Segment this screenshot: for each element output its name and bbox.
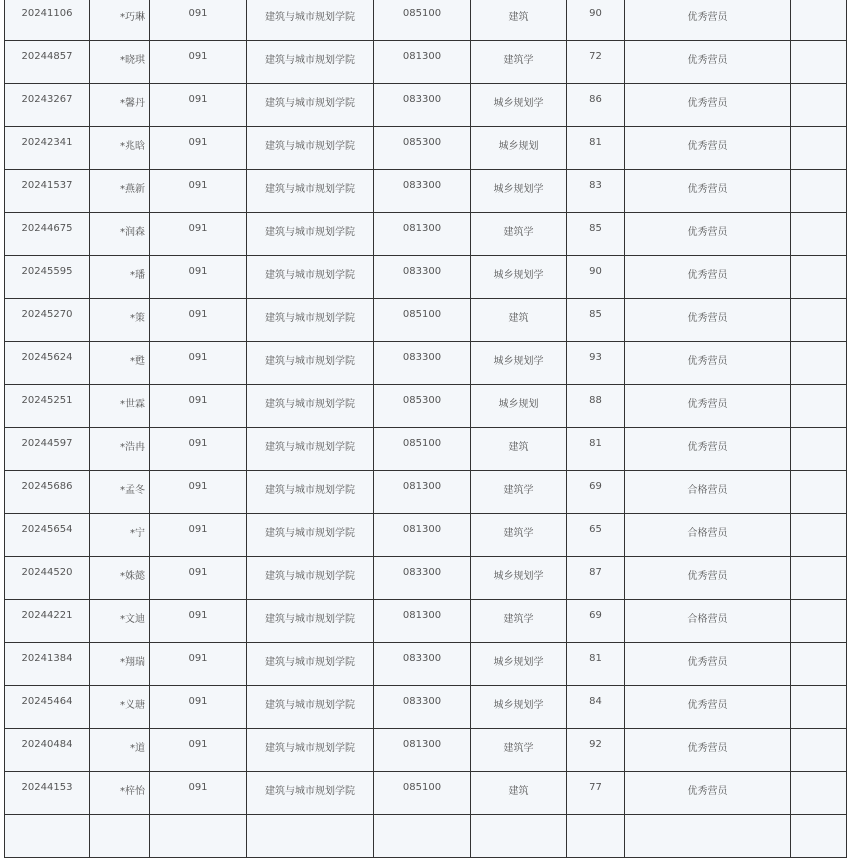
cell-major-code: 081300 [374,729,471,771]
cell-name: *浩冉 [90,428,150,470]
cell-college: 建筑与城市规划学院 [247,385,374,427]
cell-college: 建筑与城市规划学院 [247,729,374,771]
cell-school-code: 091 [150,686,247,728]
cell-school-code: 091 [150,385,247,427]
cell-major: 建筑学 [471,600,567,642]
cell-score: 90 [567,0,625,40]
cell-candidate-id: 20245464 [5,686,90,728]
cell-major: 城乡规划学 [471,84,567,126]
table-row [5,428,847,471]
cell-score: 81 [567,127,625,169]
cell-name: *甦 [90,342,150,384]
cell-result: 优秀营员 [625,557,791,599]
cell-result: 优秀营员 [625,686,791,728]
cell-college: 建筑与城市规划学院 [247,471,374,513]
cell-college: 建筑与城市规划学院 [247,84,374,126]
cell-major-code: 081300 [374,600,471,642]
cell-result: 优秀营员 [625,0,791,40]
table-row [5,84,847,127]
cell-school-code: 091 [150,342,247,384]
cell-major: 建筑 [471,772,567,814]
cell-school-code: 091 [150,471,247,513]
table-row [5,127,847,170]
cell-candidate-id: 20242341 [5,127,90,169]
cell-candidate-id: 20245654 [5,514,90,556]
cell-result: 优秀营员 [625,41,791,83]
cell-score: 86 [567,84,625,126]
table-row [5,342,847,385]
cell-score: 85 [567,213,625,255]
table-row [5,557,847,600]
cell-remark [791,385,847,427]
cell-major: 建筑学 [471,41,567,83]
cell-major-code: 085300 [374,127,471,169]
cell-candidate-id: 20244675 [5,213,90,255]
cell-name: *燕新 [90,170,150,212]
cell-major: 建筑 [471,299,567,341]
cell-major-code: 081300 [374,213,471,255]
cell-major: 建筑学 [471,729,567,771]
cell-school-code: 091 [150,0,247,40]
cell-candidate-id: 20241106 [5,0,90,40]
cell-school-code: 091 [150,299,247,341]
cell-remark [791,41,847,83]
cell-college: 建筑与城市规划学院 [247,127,374,169]
cell-major-code [374,815,471,857]
cell-school-code: 091 [150,170,247,212]
cell-college [247,815,374,857]
cell-score: 85 [567,299,625,341]
cell-college: 建筑与城市规划学院 [247,299,374,341]
cell-name: *义瑭 [90,686,150,728]
cell-name: *兆晗 [90,127,150,169]
cell-name: *文迪 [90,600,150,642]
cell-school-code: 091 [150,600,247,642]
table-row [5,772,847,815]
cell-college: 建筑与城市规划学院 [247,643,374,685]
cell-major: 城乡规划学 [471,557,567,599]
cell-result: 优秀营员 [625,213,791,255]
cell-candidate-id: 20245595 [5,256,90,298]
cell-name: *馨丹 [90,84,150,126]
cell-major: 城乡规划学 [471,342,567,384]
cell-college: 建筑与城市规划学院 [247,213,374,255]
cell-score: 83 [567,170,625,212]
cell-remark [791,428,847,470]
cell-candidate-id: 20245270 [5,299,90,341]
cell-result: 合格营员 [625,471,791,513]
cell-score: 90 [567,256,625,298]
cell-score: 93 [567,342,625,384]
cell-candidate-id: 20241384 [5,643,90,685]
table-row [5,686,847,729]
cell-major: 建筑学 [471,213,567,255]
cell-candidate-id: 20245251 [5,385,90,427]
admissions-table [4,0,847,858]
cell-major-code: 083300 [374,256,471,298]
cell-major-code: 085300 [374,385,471,427]
cell-major-code: 081300 [374,41,471,83]
cell-name: *孟冬 [90,471,150,513]
cell-remark [791,213,847,255]
cell-result: 合格营员 [625,514,791,556]
cell-college: 建筑与城市规划学院 [247,0,374,40]
cell-remark [791,256,847,298]
cell-major-code: 083300 [374,643,471,685]
cell-score: 88 [567,385,625,427]
cell-remark [791,686,847,728]
cell-remark [791,643,847,685]
cell-college: 建筑与城市规划学院 [247,557,374,599]
cell-result: 优秀营员 [625,385,791,427]
cell-result: 合格营员 [625,600,791,642]
cell-name: *策 [90,299,150,341]
cell-school-code: 091 [150,643,247,685]
cell-result: 优秀营员 [625,342,791,384]
cell-score: 81 [567,643,625,685]
cell-name: *璠 [90,256,150,298]
cell-candidate-id: 20244857 [5,41,90,83]
cell-major: 城乡规划学 [471,256,567,298]
cell-score: 77 [567,772,625,814]
cell-major: 建筑 [471,428,567,470]
cell-candidate-id: 20243267 [5,84,90,126]
table-row [5,170,847,213]
cell-score: 69 [567,471,625,513]
cell-school-code: 091 [150,428,247,470]
cell-major: 城乡规划学 [471,643,567,685]
cell-result: 优秀营员 [625,772,791,814]
cell-major-code: 085100 [374,0,471,40]
cell-score: 84 [567,686,625,728]
cell-name: *宁 [90,514,150,556]
cell-name [90,815,150,857]
cell-remark [791,772,847,814]
cell-major-code: 085100 [374,299,471,341]
cell-college: 建筑与城市规划学院 [247,600,374,642]
cell-major-code: 083300 [374,686,471,728]
cell-major-code: 083300 [374,557,471,599]
cell-remark [791,0,847,40]
cell-result: 优秀营员 [625,170,791,212]
cell-major: 建筑学 [471,514,567,556]
cell-remark [791,127,847,169]
cell-college: 建筑与城市规划学院 [247,428,374,470]
cell-major-code: 083300 [374,170,471,212]
cell-candidate-id [5,815,90,857]
table-row [5,299,847,342]
cell-school-code: 091 [150,127,247,169]
cell-remark [791,815,847,857]
cell-college: 建筑与城市规划学院 [247,514,374,556]
cell-score: 81 [567,428,625,470]
cell-result: 优秀营员 [625,299,791,341]
cell-major-code: 085100 [374,772,471,814]
table-row [5,256,847,299]
table-row [5,385,847,428]
cell-result: 优秀营员 [625,643,791,685]
cell-remark [791,342,847,384]
cell-score: 65 [567,514,625,556]
cell-college: 建筑与城市规划学院 [247,686,374,728]
cell-result: 优秀营员 [625,127,791,169]
cell-major: 城乡规划 [471,127,567,169]
table-row [5,600,847,643]
cell-candidate-id: 20245686 [5,471,90,513]
table-row [5,41,847,84]
cell-major-code: 083300 [374,342,471,384]
cell-name: *晓琪 [90,41,150,83]
cell-score: 69 [567,600,625,642]
cell-remark [791,514,847,556]
cell-candidate-id: 20244520 [5,557,90,599]
cell-school-code [150,815,247,857]
cell-major: 建筑学 [471,471,567,513]
cell-remark [791,471,847,513]
cell-major-code: 085100 [374,428,471,470]
cell-school-code: 091 [150,41,247,83]
cell-school-code: 091 [150,514,247,556]
cell-name: *润森 [90,213,150,255]
cell-candidate-id: 20240484 [5,729,90,771]
cell-major-code: 083300 [374,84,471,126]
cell-result: 优秀营员 [625,729,791,771]
cell-score: 87 [567,557,625,599]
cell-remark [791,84,847,126]
cell-major: 建筑 [471,0,567,40]
cell-name: *世霖 [90,385,150,427]
table-row [5,471,847,514]
cell-college: 建筑与城市规划学院 [247,772,374,814]
cell-score [567,815,625,857]
cell-school-code: 091 [150,256,247,298]
cell-major-code: 081300 [374,514,471,556]
cell-remark [791,729,847,771]
cell-college: 建筑与城市规划学院 [247,170,374,212]
cell-result: 优秀营员 [625,428,791,470]
cell-school-code: 091 [150,772,247,814]
cell-score: 72 [567,41,625,83]
cell-college: 建筑与城市规划学院 [247,256,374,298]
cell-school-code: 091 [150,557,247,599]
table-row [5,514,847,557]
cell-remark [791,557,847,599]
cell-score: 92 [567,729,625,771]
cell-major [471,815,567,857]
table-row [5,729,847,772]
cell-remark [791,600,847,642]
cell-name: *姝懿 [90,557,150,599]
cell-result: 优秀营员 [625,256,791,298]
table-row [5,815,847,858]
table-row [5,0,847,41]
cell-major: 城乡规划学 [471,686,567,728]
cell-school-code: 091 [150,213,247,255]
table-row [5,643,847,686]
table-row [5,213,847,256]
cell-major: 城乡规划学 [471,170,567,212]
cell-candidate-id: 20244597 [5,428,90,470]
cell-result [625,815,791,857]
cell-candidate-id: 20241537 [5,170,90,212]
cell-school-code: 091 [150,729,247,771]
cell-major: 城乡规划 [471,385,567,427]
cell-remark [791,299,847,341]
cell-candidate-id: 20245624 [5,342,90,384]
cell-college: 建筑与城市规划学院 [247,342,374,384]
cell-major-code: 081300 [374,471,471,513]
cell-college: 建筑与城市规划学院 [247,41,374,83]
cell-name: *道 [90,729,150,771]
cell-result: 优秀营员 [625,84,791,126]
cell-name: *翔瑞 [90,643,150,685]
cell-candidate-id: 20244221 [5,600,90,642]
cell-candidate-id: 20244153 [5,772,90,814]
cell-name: *梓怡 [90,772,150,814]
cell-name: *巧琳 [90,0,150,40]
cell-remark [791,170,847,212]
cell-school-code: 091 [150,84,247,126]
